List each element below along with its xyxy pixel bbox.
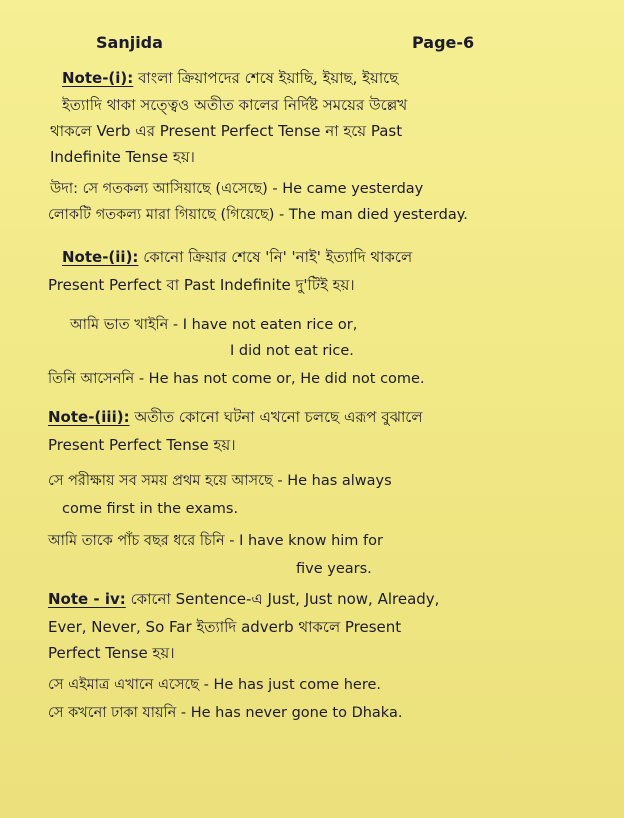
note-2-line-2: Present Perfect বা Past Indefinite দু'টিই হয়। <box>48 276 355 294</box>
note-2-example-1a: আমি ভাত খাইনি - I have not eaten rice or, <box>70 317 358 333</box>
note-1-line-3: থাকলে Verb এর Present Perfect Tense না হয়ে Past <box>50 122 403 140</box>
note-3-example-1a: সে পরীক্ষায় সব সময় প্রথম হয়ে আসছে - He has always <box>48 473 392 489</box>
note-3-text-1: অতীত কোনো ঘটনা এখনো চলছে এরূপ বুঝালে <box>134 408 423 426</box>
note-3-example-1b: come first in the exams. <box>62 501 239 517</box>
author-name: Sanjida <box>96 33 163 52</box>
note-3-heading: Note-(iii): <box>48 408 130 426</box>
note-1-example-1: উদা: সে গতকল্য আসিয়াছে (এসেছে) - He came yesterday <box>50 181 424 197</box>
note-4-example-2: সে কখনো ঢাকা যায়নি - He has never gone to Dhaka. <box>48 705 403 721</box>
note-4-line-1 <box>48 590 439 608</box>
note-2-text-1: কোনো ক্রিয়ার শেষে 'নি' 'নাই' ইত্যাদি থাকলে <box>143 248 413 266</box>
page-number: Page-6 <box>412 33 475 52</box>
note-4-line-2: Ever, Never, So Far ইত্যাদি adverb থাকলে Present <box>48 618 402 636</box>
note-1-heading: Note-(i): <box>62 69 134 87</box>
note-4-heading: Note - iv: <box>48 590 126 608</box>
note-1-line-4: Indefinite Tense হয়। <box>50 148 195 166</box>
note-4-example-1: সে এইমাত্র এখানে এসেছে - He has just come here. <box>48 677 382 693</box>
note-2-example-2: তিনি আসেননি - He has not come or, He did not come. <box>48 371 425 387</box>
note-3-line-1 <box>48 408 423 426</box>
note-1-text-1: বাংলা ক্রিয়াপদের শেষে ইয়াছি, ইয়াছ, ইয়াছে <box>138 69 399 87</box>
note-3-example-2a: আমি তাকে পাঁচ বছর ধরে চিনি - I have know him for <box>48 533 383 549</box>
note-3-example-2b: five years. <box>296 561 372 577</box>
note-1-line-2: ইত্যাদি থাকা সত্ত্বেও অতীত কালের নির্দিষ্ট সময়ের উল্লেখ <box>62 96 408 114</box>
note-2-example-1b: I did not eat rice. <box>230 343 354 359</box>
note-4-text-1: কোনো Sentence-এ Just, Just now, Already, <box>130 590 440 608</box>
note-2-heading: Note-(ii): <box>62 248 139 266</box>
note-2-line-1 <box>62 248 412 266</box>
note-3-line-2: Present Perfect Tense হয়। <box>48 436 236 454</box>
note-1-line-1 <box>62 69 398 87</box>
note-1-example-2: লোকটি গতকল্য মারা গিয়াছে (গিয়েছে) - The man died yesterday. <box>48 207 468 223</box>
note-4-line-3: Perfect Tense হয়। <box>48 644 175 662</box>
